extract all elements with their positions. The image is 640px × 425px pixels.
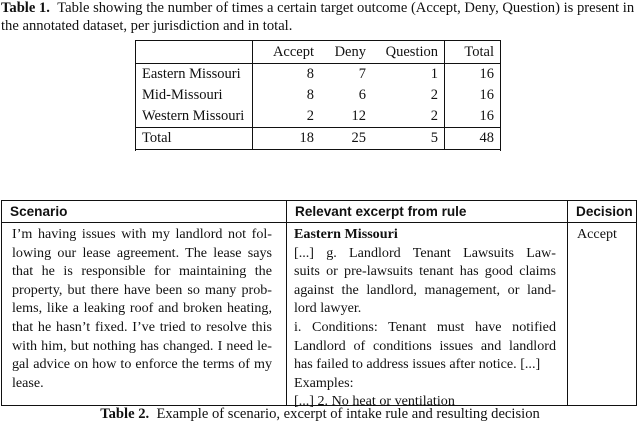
cell-accept: 2 <box>253 106 321 128</box>
text-line: with him, but nothing has changed. I need le- <box>12 337 272 354</box>
header-scenario: Scenario <box>10 204 68 219</box>
text-line: property, but there have been so many prob- <box>12 281 272 298</box>
text-line: gal advice on how to enforce the terms of my <box>12 356 272 373</box>
cell-deny: 12 <box>351 108 366 124</box>
cell-question: 1 <box>372 64 445 86</box>
col-header-deny: Deny <box>334 44 366 60</box>
cell-question: 2 <box>430 87 438 103</box>
cell-total: 16 <box>445 106 501 128</box>
row-label: Western Missouri <box>142 108 245 124</box>
scenario-example-table <box>1 200 637 410</box>
text-line: that he hasn’t fixed. I’ve tried to resolve this <box>12 318 272 335</box>
table2-caption-text: Example of scenario, excerpt of intake rule and resulting decision <box>156 406 540 422</box>
table-row <box>136 64 500 86</box>
cell-total: 16 <box>445 85 501 106</box>
cell-deny: 7 <box>320 64 372 86</box>
cell-question: 2 <box>430 108 438 124</box>
row-label: Total <box>136 128 253 150</box>
text-line: Landlord of conditions issues and landlord <box>294 337 556 354</box>
scenario-text <box>12 225 272 392</box>
col-header-total: Total <box>445 41 501 64</box>
row-label: Eastern Missouri <box>136 64 253 86</box>
text-line: lord lawyer. <box>294 300 362 317</box>
table2-header-row <box>2 201 636 223</box>
text-line: [...] 2. No heat or ventilation <box>294 393 455 410</box>
corner-cell <box>136 41 253 64</box>
text-line: [...] g. Landlord Tenant Lawsuits Law- <box>294 244 556 261</box>
outcome-count-table <box>135 40 501 151</box>
col-header-question: Question <box>385 44 438 60</box>
cell-total: 16 <box>445 64 501 86</box>
text-line: lease. <box>12 374 44 391</box>
table2-caption-label: Table 2. <box>100 406 150 422</box>
text-line: lems, like a leaking roof and broken heating, <box>12 300 272 317</box>
excerpt-title: Eastern Missouri <box>294 226 398 242</box>
cell-accept: 18 <box>253 128 321 150</box>
cell-question: 5 <box>372 128 445 150</box>
cell-deny: 6 <box>358 87 366 103</box>
cell-total: 48 <box>445 128 501 150</box>
text-line: Examples: <box>294 374 354 391</box>
column-divider <box>286 201 287 405</box>
cell-deny: 25 <box>320 128 372 150</box>
text-line: that he is responsible for maintaining the <box>12 263 272 280</box>
decision-value: Accept <box>577 226 617 242</box>
table-row <box>136 106 500 128</box>
header-decision: Decision <box>576 204 633 219</box>
text-line: i. Conditions: Tenant must have notified <box>294 318 556 335</box>
cell-accept: 8 <box>253 85 321 106</box>
table1-caption <box>1 0 640 35</box>
table2-caption <box>0 405 640 423</box>
text-line: has failed to address issues after notice. [...] <box>294 356 541 373</box>
table1-caption-line1: Table showing the number of times a certain target outcome (Accept, Deny, Question) is present in <box>57 0 635 16</box>
table1-caption-line2: the annotated dataset, per jurisdiction and in total. <box>1 18 293 34</box>
column-divider <box>567 201 568 405</box>
text-line: suits or pre-lawsuits tenant has good claims <box>294 263 556 280</box>
text-line: against the landlord, management, or land- <box>294 281 556 298</box>
cell-accept: 8 <box>253 64 321 86</box>
row-label: Mid-Missouri <box>142 87 223 103</box>
text-line: lowing our lease agreement. The lease says <box>12 244 272 261</box>
table-row <box>136 85 500 106</box>
table1-caption-label: Table 1. <box>1 0 50 16</box>
excerpt-text <box>294 225 556 411</box>
header-excerpt: Relevant excerpt from rule <box>295 204 467 219</box>
text-line: I’m having issues with my landlord not fol- <box>12 226 272 242</box>
total-row <box>136 128 500 150</box>
col-header-accept: Accept <box>253 41 321 64</box>
